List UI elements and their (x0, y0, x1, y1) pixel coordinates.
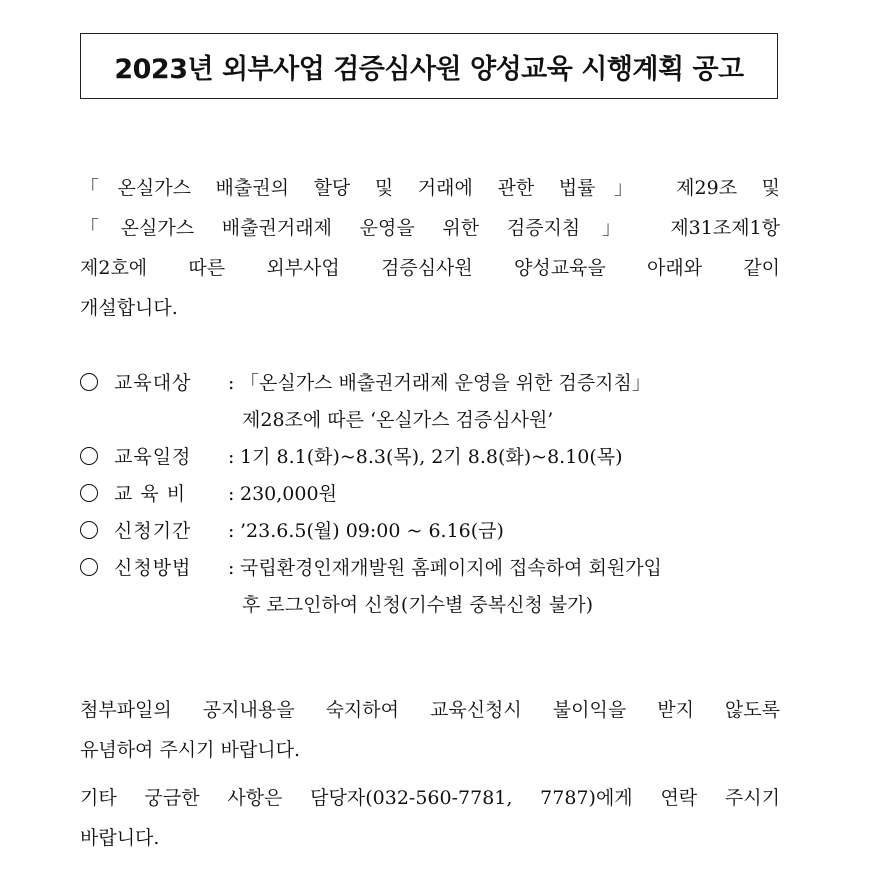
item-colon: : (228, 372, 235, 394)
circle-bullet-icon (80, 447, 98, 465)
list-item-schedule (80, 439, 790, 476)
title-box (80, 33, 778, 99)
item-value-continuation: 후 로그인하여 신청(기수별 중복신청 불가) (242, 594, 594, 616)
circle-bullet-icon (80, 521, 98, 539)
notice-line: 유념하여 주시기 바랍니다. (80, 739, 301, 761)
contact-line: 기타 궁금한 사항은 담당자(032-560-7781, 7787)에게 연락 주시기 (80, 787, 780, 809)
item-colon: : (228, 520, 235, 542)
item-value: 1기 8.1(화)~8.3(목), 2기 8.8(화)~8.10(목) (240, 446, 623, 468)
item-label: 신청기간 (114, 520, 192, 542)
item-label: 교 육 비 (114, 483, 187, 505)
item-value: ’23.6.5(월) 09:00 ~ 6.16(금) (240, 520, 504, 542)
item-value-continuation: 제28조에 따른 ‘온실가스 검증심사원’ (242, 409, 554, 431)
list-item-continuation (80, 587, 790, 624)
item-value: 「온실가스 배출권거래제 운영을 위한 검증지침」 (240, 372, 651, 394)
circle-bullet-icon (80, 373, 98, 391)
list-item-fee (80, 476, 790, 513)
list-item-target (80, 365, 790, 402)
list-item-period (80, 513, 790, 550)
contact-paragraph (80, 778, 780, 858)
intro-line: 개설합니다. (80, 297, 178, 319)
circle-bullet-icon (80, 484, 98, 502)
item-value: 국립환경인재개발원 홈페이지에 접속하여 회원가입 (240, 557, 662, 579)
page-title: 2023년 외부사업 검증심사원 양성교육 시행계획 공고 (114, 53, 744, 85)
item-label: 교육대상 (114, 372, 192, 394)
notice-paragraph (80, 690, 780, 770)
circle-bullet-icon (80, 558, 98, 576)
item-value: 230,000원 (240, 483, 337, 505)
list-item-continuation (80, 402, 790, 439)
notice-line: 첨부파일의 공지내용을 숙지하여 교육신청시 불이익을 받지 않도록 (80, 699, 780, 721)
item-colon: : (228, 557, 235, 579)
intro-line: 「온실가스 배출권의 할당 및 거래에 관한 법률」 제29조 및 (80, 177, 780, 199)
info-list (80, 365, 790, 624)
contact-line: 바랍니다. (80, 827, 160, 849)
item-colon: : (228, 446, 235, 468)
intro-line: 「온실가스 배출권거래제 운영을 위한 검증지침」 제31조제1항 (80, 217, 780, 239)
intro-paragraph (80, 168, 780, 328)
item-label: 신청방법 (114, 557, 192, 579)
list-item-method (80, 550, 790, 587)
intro-line: 제2호에 따른 외부사업 검증심사원 양성교육을 아래와 같이 (80, 257, 780, 279)
item-colon: : (228, 483, 235, 505)
item-label: 교육일정 (114, 446, 192, 468)
